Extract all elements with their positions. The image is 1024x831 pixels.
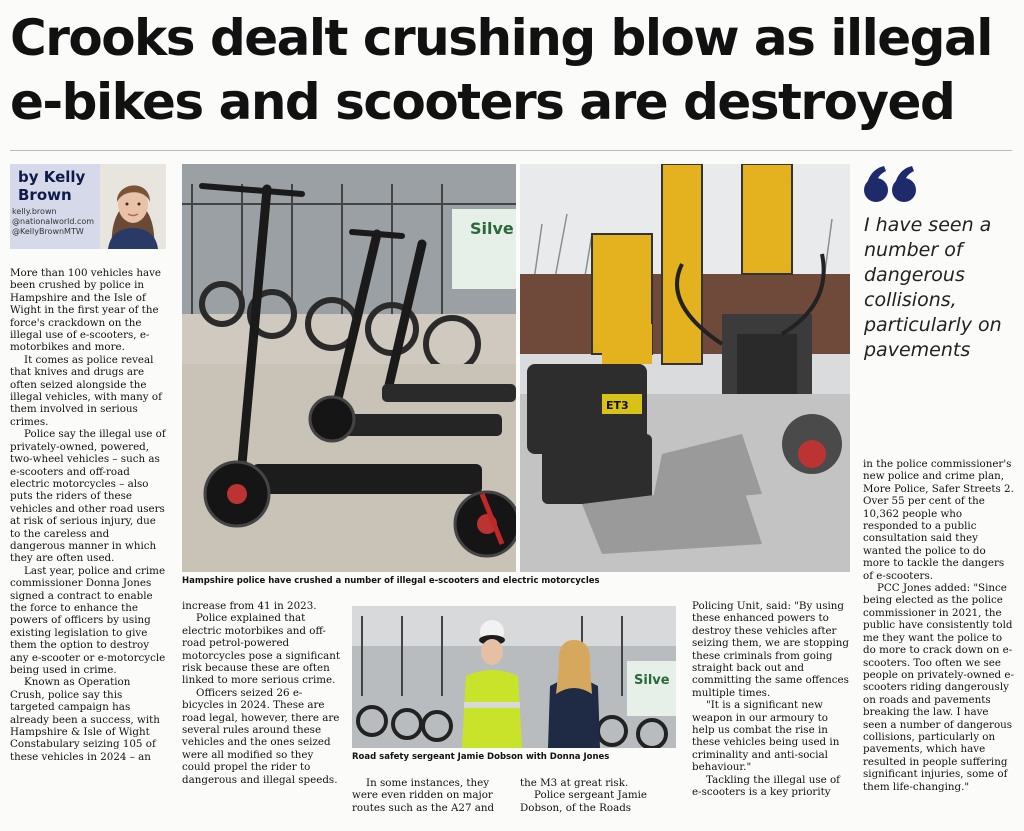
paragraph: It comes as police reveal that knives and drugs are often seized alongside the illegal vehicles, with many of them involved in serious crimes. [10,353,162,428]
pull-quote: I have seen a number of dangerous collisions, particularly on pavements [864,214,1002,361]
paragraph: Known as Operation Crush, police say this targeted campaign has already been a success, with Hampshire & Isle of Wight Constabulary seizing 105 of these vehicles in 2024 – an [10,676,160,763]
byline-social-handle: @KellyBrownMTW [12,227,84,236]
byline-contact [12,207,94,237]
paragraph: In some instances, they were even ridden on major routes such as the A27 and [352,777,495,814]
paragraph: Last year, police and crime commissioner Donna Jones signed a contract to enable the force to enhance the powers of officers by using existing legislation to give them the option to destroy any e-scooter or e-motorcycle being used in crime. [10,564,166,676]
headline [10,6,1014,134]
author-photo [100,164,166,249]
paragraph: Policing Unit, said: "By using these enhanced powers to destroy these vehicles after seizing them, we are stopping these criminals from going straight back out and committing the same offences multiple times. [692,600,849,699]
byline-email-domain: @nationalworld.com [12,217,95,226]
article-column-2 [182,600,340,786]
main-photo-caption: Hampshire police have crushed a number of illegal e-scooters and electric motorcycles [182,576,600,586]
paragraph: Officers seized 26 e-bicycles in 2024. These are road legal, however, there are several rules around these vehicles and the ones seized were all modified so they could propel the rider to dangerous and illegal speeds. [182,686,340,786]
main-photo [182,164,850,572]
headline-rule [10,150,1012,151]
paragraph: More than 100 vehicles have been crushed by police in Hampshire and the Isle of Wight in the first year of the force's crackdown on the illegal use of e-scooters, e-motorbikes and more. [10,267,161,354]
headline-line-1: Crooks dealt crushing blow as illegal [10,9,992,67]
paragraph: increase from 41 in 2023. [182,600,317,612]
article-column-6 [863,458,1015,793]
paragraph: Police explained that electric motorbikes and off-road petrol-powered motorcycles pose a significant risk because these are often linked to more serious crime. [182,612,341,687]
byline-line-2: Brown [18,186,72,204]
paragraph: Tackling the illegal use of e-scooters is a key priority [692,773,840,799]
headline-line-2: e-bikes and scooters are destroyed [10,73,955,131]
article-column-5 [692,600,850,799]
article-column-3 [352,777,504,814]
paragraph: Police say the illegal use of privately-owned, powered, two-wheel vehicles – such as e-scooters and off-road electric motorcycles – also puts the riders of these vehicles and other road users at risk of serious injury, due to the careless and dangerous manner in which they are often used. [10,428,166,565]
article-column-4 [520,777,680,814]
paragraph: in the police commissioner's new police and crime plan, More Police, Safer Streets 2. Over 55 per cent of the 10,362 people who responded to a public consultation said they wanted the police to do more to tackle the dangers of e-scooters. [863,458,1014,582]
paragraph: PCC Jones added: "Since being elected as the police commissioner in 2021, the public have consistently told me they want the police to do more to crack down on e-scooters. Too often we see people on privately-owned e-scooters riding dangerously on roads and pavements breaking the law. I have seen a number of dangerous collisions, particularly on pavements, which have resulted in people suffering significant injuries, some of them life-changing." [863,582,1014,793]
photo-banner-text: Silve [634,673,670,688]
paragraph: "It is a significant new weapon in our armoury to help us combat the rise in these vehicles being used in criminality and anti-social behaviour." [692,699,840,774]
byline-author [18,168,98,204]
secondary-photo [352,606,676,748]
paragraph: Police sergeant Jamie Dobson, of the Roads [520,789,648,814]
secondary-photo-caption: Road safety sergeant Jamie Dobson with Donna Jones [352,752,610,762]
byline-line-1: by Kelly [18,168,86,186]
byline-email-user: kelly.brown [12,207,57,216]
paragraph: the M3 at great risk. [520,777,629,789]
article-column-1 [10,267,167,763]
photo-banner-text: Silve [470,219,514,238]
quote-mark-icon [862,162,922,210]
photo-plate-text: ET3 [606,399,629,412]
